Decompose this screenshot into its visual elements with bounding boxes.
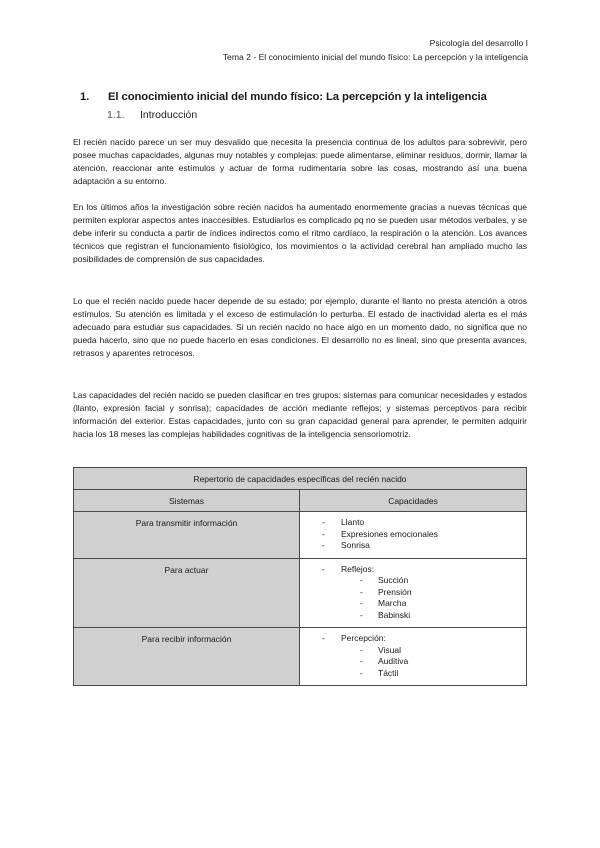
capacities-table: [73, 467, 527, 686]
sub-list-item: - Auditiva: [360, 656, 526, 668]
sub-list-item: - Babinski: [360, 610, 526, 622]
capacity-list: [322, 633, 526, 679]
system-cell: Para actuar: [74, 558, 300, 628]
system-cell: Para recibir información: [74, 628, 300, 686]
list-item-label: Reflejos:: [341, 563, 375, 574]
capacities-cell: [300, 628, 527, 686]
capacities-cell: [300, 512, 527, 559]
list-item-label: Percepción:: [341, 633, 386, 643]
subsection-heading: [107, 109, 197, 121]
table-row: [74, 512, 527, 559]
sub-list-item: - Succión: [360, 575, 526, 587]
column-header-capacities: Capacidades: [300, 490, 527, 512]
list-item: - Sonrisa: [322, 540, 526, 552]
paragraph-4: Las capacidades del recién nacido se pueden clasificar en tres grupos: sistemas para comunicar necesidades y estados (llanto, expresión facial y sonrisa); capacidades de acción mediante reflejos; y sistemas perceptivos para recibir información del exterior. Estas capacidades, junto con su gran capacidad general para aprender, le permiten adquirir hacia los 18 meses las complejas habilidades cognitivas de la inteligencia sensoriomotriz.: [73, 390, 527, 439]
section-heading: [80, 91, 487, 103]
header-course: Psicología del desarrollo I: [429, 38, 528, 48]
sub-list-item: - Marcha: [360, 598, 526, 610]
table-row: [74, 628, 527, 686]
sub-list-item: - Prensión: [360, 587, 526, 599]
subsection-number: 1.1.: [107, 109, 125, 121]
sub-list: [341, 575, 526, 621]
section-number: 1.: [80, 91, 90, 103]
capacities-cell: [300, 558, 527, 628]
list-item: - Expresiones emocionales: [322, 529, 526, 541]
list-item: [322, 633, 526, 679]
list-item: [322, 564, 526, 622]
list-item: - Llanto: [322, 517, 526, 529]
paragraph-3: Lo que el recién nacido puede hacer depende de su estado; por ejemplo, durante el llanto no presta atención a otros estímulos. Su atención es limitada y el exceso de estimulación lo perturba. El estado de inactividad alerta es el más adecuado para estudiar sus capacidades. Si un recién nacido no hace algo en un momento dado, no significa que no pueda hacerlo, sino que no puede hacerlo en esas condiciones. El desarrollo no es lineal, sino que presenta avances, retrasos y aparentes retrocesos.: [73, 296, 527, 358]
paragraph-1: El recién nacido parece un ser muy desvalido que necesita la presencia continua de los adultos para sobrevivir, pero posee muchas capacidades, algunas muy notables y complejas: puede alimentarse, eliminar residuos, dormir, llamar la atención, reaccionar ante estímulos y actuar de forma rudimentaria sobre las cosas, mostrando así una buena adaptación a su entorno.: [73, 137, 527, 186]
capacity-list: [322, 564, 526, 622]
table-title: Repertorio de capacidades específicas del recién nacido: [74, 468, 527, 490]
system-cell: Para transmitir información: [74, 512, 300, 559]
sub-list: [341, 645, 526, 680]
column-header-systems: Sistemas: [74, 490, 300, 512]
section-title: El conocimiento inicial del mundo físico: La percepción y la inteligencia: [108, 91, 487, 103]
sub-list-item: - Táctil: [360, 668, 526, 680]
subsection-title: Introducción: [140, 109, 198, 121]
paragraph-2: En los últimos años la investigación sobre recién nacidos ha aumentado enormemente gracias a nuevas técnicas que permiten explorar aspectos antes inaccesibles. Estudiarlos es complicado pq no se pueden usar métodos verbales, y se debe inferir su conducta a partir de índices indirectos como el ritmo cardíaco, la respiración o la atención. Los avances técnicos que registran el funcionamiento fisiológico, los movimientos o la actividad cerebral han ampliado mucho las posibilidades de comprensión de sus capacidades.: [73, 202, 527, 264]
table-row: [74, 558, 527, 628]
sub-list-item: - Visual: [360, 645, 526, 657]
header-topic: Tema 2 - El conocimiento inicial del mundo físico: La percepción y la inteligencia: [222, 52, 528, 62]
page-header: [223, 36, 528, 64]
capacity-list: [322, 517, 526, 552]
